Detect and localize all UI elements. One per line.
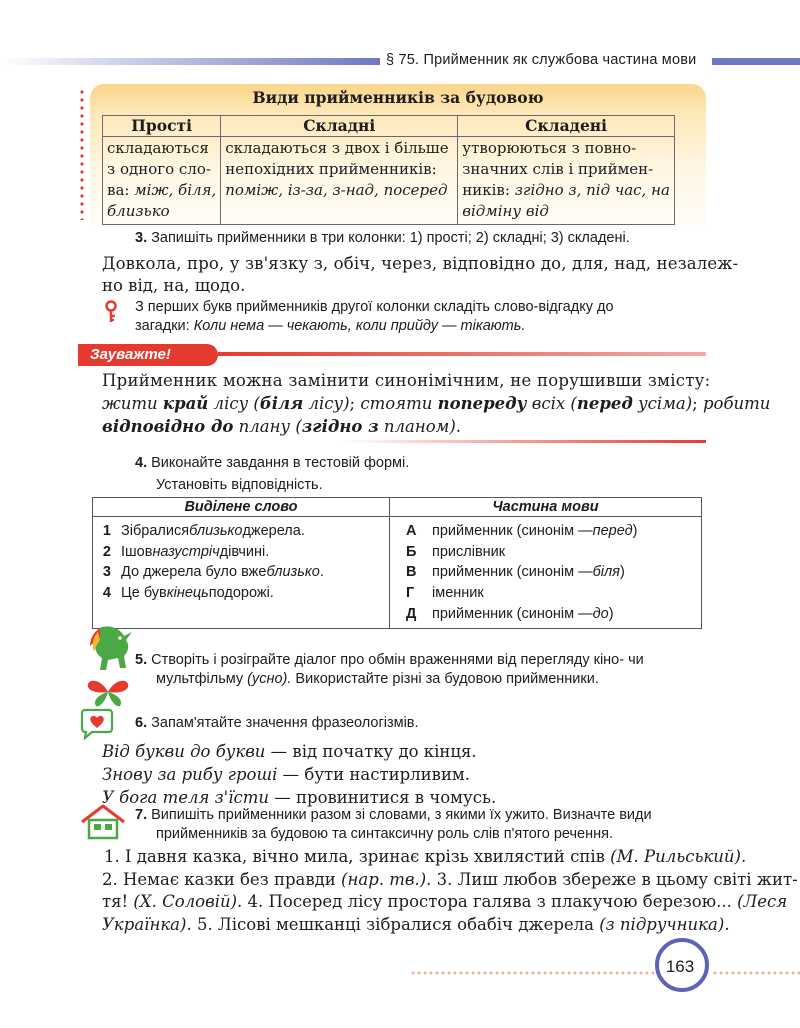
match-left-item: 2 Ішов назустріч дівчині.	[102, 543, 270, 560]
key-icon	[102, 300, 120, 324]
classification-title: Види прийменників за будовою	[252, 88, 544, 107]
note-divider-top	[218, 352, 706, 356]
butterfly-icon	[86, 676, 130, 708]
task3-instruction: 3. Запишіть прийменники в три колонки: 1) прості; 2) складні; 3) складені.	[135, 230, 630, 246]
task7-text: 1. І давня казка, вічно мила, зринає крізь хвилястий спів (М. Рильський). 2. Немає казки без правди (нар. тв.). 3. Лиш любов збереже в цьому світі жит- тя! (Х. Соловій). 4. Посеред лісу простора галява з плакучою березою... (Леся Українка). 5. Лісові мешканці зібралися обабіч джерела (з підручника).	[102, 847, 798, 934]
column-header-simple: Прості	[103, 116, 221, 137]
match-left-list	[93, 517, 390, 629]
task6-instruction: 6. Запам'ятайте значення фразеологізмів.	[135, 715, 419, 731]
unicorn-icon	[86, 622, 136, 674]
task7-instruction: 7. Випишіть прийменники разом зі словами, з якими їх ужито. Визначте види прийменників за будовою та синтаксичну роль слів п'ятого речення.	[135, 807, 652, 842]
task3-riddle: З перших букв прийменників другої колонки складіть слово-відгадку до загадки: Коли нема — чекають, коли прийду — тікають.	[135, 299, 614, 334]
match-header-left: Виділене слово	[93, 498, 390, 517]
task5-instruction: 5. Створіть і розіграйте діалог про обмін враженнями від перегляду кіно- чи мультфільму (усно). Використайте різні за будовою прийменники.	[135, 652, 644, 687]
note-divider-bottom	[342, 440, 706, 443]
header-bar-right	[712, 58, 800, 65]
task4-instruction: 4. Виконайте завдання в тестовій формі. Установіть відповідність.	[135, 455, 410, 493]
heart-speech-icon	[80, 708, 114, 740]
footer-dots-right	[712, 971, 800, 975]
note-label: Зауважте!	[78, 344, 218, 366]
classification-table	[102, 115, 675, 225]
match-left-item: 1 Зібралися близько джерела.	[102, 523, 305, 540]
match-header-right: Частина мови	[390, 498, 702, 517]
footer-dots-left	[410, 971, 658, 975]
phrase-item: У бога теля з'їсти — провинитися в чомусь.	[102, 788, 497, 807]
dotted-margin-line	[80, 88, 84, 220]
note-text: Прийменник можна замінити синонімічним, не порушивши змісту: жити край лісу (біля лісу); стояти попереду всіх (перед усіма); робити відповідно до плану (згідно з планом).	[102, 371, 771, 436]
matching-table	[92, 497, 702, 629]
page-number: 163	[665, 957, 695, 976]
cell-complex: складаються з двох і більше непохідних прийменників: поміж, із-за, з-над, посеред	[221, 137, 458, 225]
task3-words: Довкола, про, у зв'язку з, обіч, через, відповідно до, для, над, незалеж- но від, на, щодо.	[102, 254, 739, 295]
column-header-complex: Складні	[221, 116, 458, 137]
phraseologisms	[102, 740, 496, 809]
match-right-list	[390, 517, 702, 629]
page-header-title: § 75. Прийменник як службова частина мови	[386, 52, 697, 68]
phrase-item: Знову за рибу гроші — бути настирливим.	[102, 765, 471, 784]
phrase-item: Від букви до букви — від початку до кінця.	[102, 742, 477, 761]
cell-simple: складаються з одного сло- ва: між, біля, близько	[103, 137, 221, 225]
match-right-item: В прийменник (синонім — біля )	[406, 564, 625, 581]
header-bar-left	[0, 58, 380, 65]
cell-compound: утворюються з повно- значних слів і приймен- ників: згідно з, під час, на відміну від	[458, 137, 675, 225]
column-header-compound: Складені	[458, 116, 675, 137]
match-left-item: 3 До джерела було вже близько .	[102, 564, 324, 581]
home-icon	[80, 804, 126, 840]
match-right-item: Г іменник	[406, 585, 484, 602]
match-right-item: Д прийменник (синонім — до )	[406, 605, 614, 622]
match-left-item: 4 Це був кінець подорожі.	[102, 585, 274, 602]
match-right-item: Б прислівник	[406, 543, 506, 560]
match-right-item: А прийменник (синонім — перед )	[406, 523, 638, 540]
